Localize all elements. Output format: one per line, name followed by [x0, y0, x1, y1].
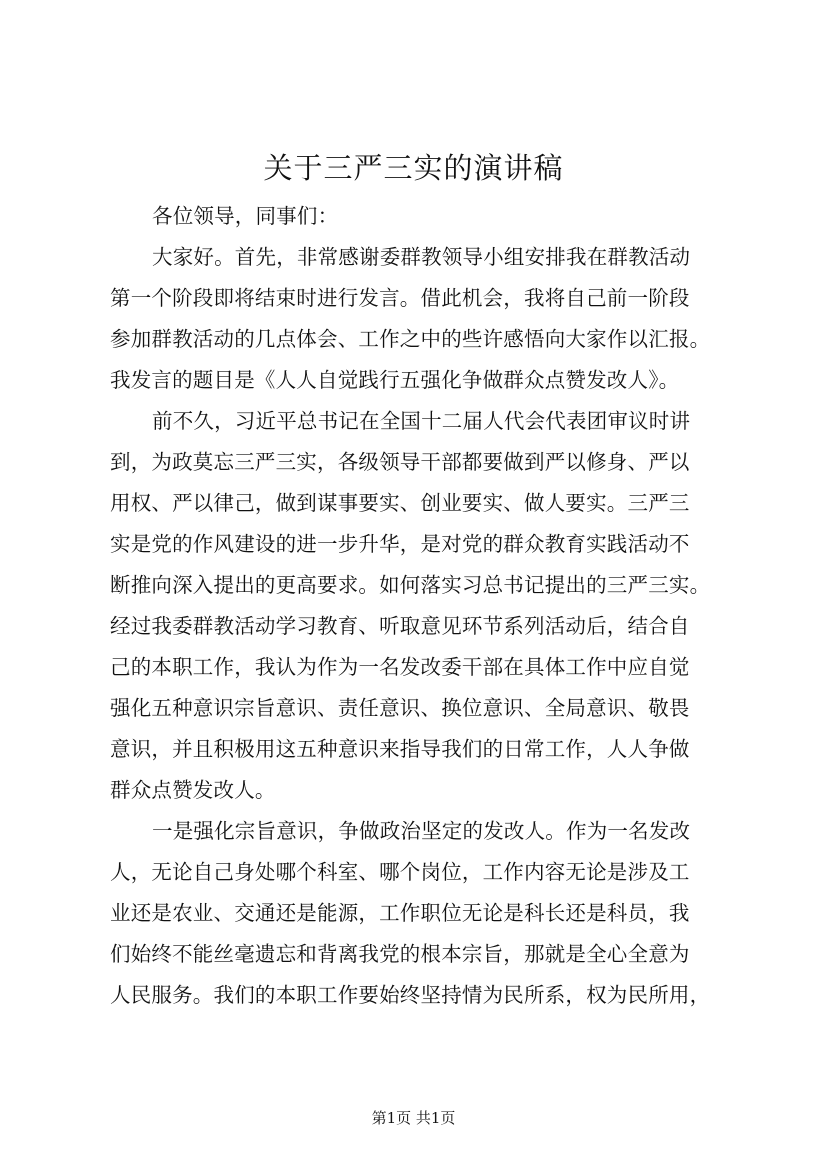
- document-title: 关于三严三实的演讲稿: [263, 151, 564, 185]
- text-line: 一是强化宗旨意识，争做政治坚定的发改人。作为一名发改: [152, 819, 691, 843]
- text-line: 第一个阶段即将结束时进行发言。借此机会，我将自己前一阶段: [110, 286, 690, 310]
- text-line: 实是党的作风建设的进一步升华，是对党的群众教育实践活动不: [110, 532, 690, 556]
- text-line-salutation: 各位领导，同事们：: [152, 204, 339, 228]
- text-line: 意识，并且积极用这五种意识来指导我们的日常工作，人人争做: [110, 737, 690, 761]
- text-line: 断推向深入提出的更高要求。如何落实习总书记提出的三严三实。: [110, 573, 711, 597]
- text-line: 群众点赞发改人。: [110, 778, 276, 802]
- text-line: 业还是农业、交通还是能源，工作职位无论是科长还是科员，我: [110, 901, 690, 925]
- text-line: 己的本职工作，我认为作为一名发改委干部在具体工作中应自觉: [110, 655, 690, 679]
- text-line: 参加群教活动的几点体会、工作之中的些许感悟向大家作以汇报。: [110, 327, 711, 351]
- text-line: 们始终不能丝毫遗忘和背离我党的根本宗旨，那就是全心全意为: [110, 942, 690, 966]
- text-line: 到，为政莫忘三严三实，各级领导干部都要做到严以修身、严以: [110, 450, 690, 474]
- text-line: 大家好。首先，非常感谢委群教领导小组安排我在群教活动: [152, 245, 691, 269]
- text-line: 用权、严以律己，做到谋事要实、创业要实、做人要实。三严三: [110, 491, 690, 515]
- text-line: 强化五种意识宗旨意识、责任意识、换位意识、全局意识、敬畏: [110, 696, 690, 720]
- text-line: 我发言的题目是《人人自觉践行五强化争做群众点赞发改人》。: [110, 368, 680, 392]
- text-line: 前不久，习近平总书记在全国十二届人代会代表团审议时讲: [152, 409, 691, 433]
- text-line: 人民服务。我们的本职工作要始终坚持情为民所系，权为民所用，: [110, 983, 711, 1007]
- page-footer: 第1页 共1页: [371, 1109, 456, 1127]
- text-line: 经过我委群教活动学习教育、听取意见环节系列活动后，结合自: [110, 614, 690, 638]
- document-body: [110, 196, 750, 1016]
- text-line: 人，无论自己身处哪个科室、哪个岗位，工作内容无论是涉及工: [110, 860, 690, 884]
